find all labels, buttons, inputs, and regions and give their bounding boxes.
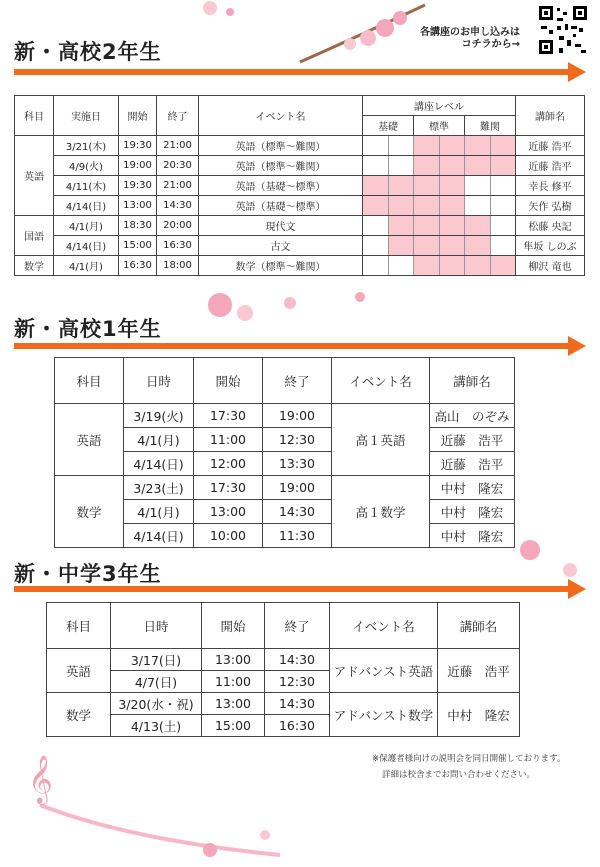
footer-notes xyxy=(372,751,594,783)
level-segment xyxy=(363,196,388,215)
subject-cell: 国語 xyxy=(15,216,54,256)
header-start: 開始 xyxy=(119,96,157,136)
level-bar xyxy=(363,136,516,156)
level-basic: 基礎 xyxy=(363,116,414,136)
level-segment xyxy=(388,196,414,215)
section3-table: 科目 日時 開始 終了 イベント名 講師名 英語 3/17(日) 13:00 14:30 アドバンスト英語 近藤 浩平 4/7(日) 11:00 12:30 数学 3/20(水・祝) 13:00 14:30 アドバンスト数学 中村 隆宏 4/13(土) 15:00 16:30 xyxy=(46,602,520,737)
level-segment xyxy=(490,256,516,275)
subject-cell: 英語 xyxy=(15,136,54,216)
section1-arrow xyxy=(14,66,586,78)
note-line: 詳細は校舎までお問い合わせください。 xyxy=(382,770,536,780)
table-row: 4/7(日) 11:00 12:30 xyxy=(47,671,520,693)
level-segment xyxy=(413,216,439,235)
apply-text: 各講座のお申し込みは コチラから→ xyxy=(420,27,520,50)
level-bar xyxy=(363,256,516,276)
section3-arrow xyxy=(14,583,586,595)
level-segment xyxy=(464,216,490,235)
level-segment xyxy=(413,256,439,275)
level-segment xyxy=(413,136,439,155)
subject-cell: 数学 xyxy=(15,256,54,276)
header-end: 終了 xyxy=(157,96,199,136)
event-cell: アドバンスト数学 xyxy=(330,693,438,737)
level-segment xyxy=(439,216,465,235)
table-row: 4/13(土) 15:00 16:30 xyxy=(47,715,520,737)
level-bar xyxy=(363,176,516,196)
level-segment xyxy=(388,256,414,275)
level-segment xyxy=(490,136,516,155)
subject-cell: 英語 xyxy=(55,404,124,476)
level-segment xyxy=(464,196,490,215)
table-row: 4/1(月) 11:00 12:30 近藤 浩平 xyxy=(55,428,515,452)
level-segment xyxy=(490,216,516,235)
level-segment xyxy=(439,156,465,175)
level-segment xyxy=(490,176,516,195)
level-segment xyxy=(388,136,414,155)
music-note-ribbon-decoration xyxy=(10,745,290,865)
table-row: 英語 3/17(日) 13:00 14:30 アドバンスト英語 近藤 浩平 xyxy=(47,649,520,671)
header-subject: 科目 xyxy=(15,96,54,136)
event-cell: アドバンスト英語 xyxy=(330,649,438,693)
cherry-blossom-decoration xyxy=(510,535,590,585)
level-segment xyxy=(439,136,465,155)
level-segment xyxy=(439,176,465,195)
level-segment xyxy=(464,176,490,195)
section1-table xyxy=(14,95,585,276)
cherry-blossom-decoration xyxy=(200,285,370,330)
level-bar xyxy=(363,216,516,236)
teacher-cell: 近藤 浩平 xyxy=(438,649,520,693)
level-segment xyxy=(363,216,388,235)
header-level: 講座レベル xyxy=(363,96,516,116)
level-segment xyxy=(363,156,388,175)
svg-text:𝄞: 𝄞 xyxy=(28,754,53,803)
subject-cell: 英語 xyxy=(47,649,111,693)
level-segment xyxy=(464,156,490,175)
table-row: 4/14(日) 12:00 13:30 近藤 浩平 xyxy=(55,452,515,476)
table-row: 数学 4/1(月) 16:30 18:00 数学（標準～難関） 柳沢 竜也 xyxy=(15,256,585,276)
section3-title: 新・中学3年生 xyxy=(14,562,162,586)
section2-title: 新・高校1年生 xyxy=(14,317,162,341)
level-standard: 標準 xyxy=(414,116,465,136)
table-row: 英語 3/19(火) 17:30 19:00 高１英語 高山 のぞみ xyxy=(55,404,515,428)
level-segment xyxy=(363,256,388,275)
table-row: 4/9(火) 19:00 20:30 英語（標準～難関） 近藤 浩平 xyxy=(15,156,585,176)
subject-cell: 数学 xyxy=(47,693,111,737)
level-segment xyxy=(363,236,388,255)
level-segment xyxy=(490,196,516,215)
section2-table: 科目 日時 開始 終了 イベント名 講師名 英語 3/19(火) 17:30 19:00 高１英語 高山 のぞみ 4/1(月) 11:00 12:30 近藤 浩平 4/14(日) 12:00 13:30 近藤 浩平 数学 3/23(土) 17:30 19:00 高１数学 中村 隆宏 4/1(月) 13:00 14:30 中村 隆宏 4/14(日) 10:00 11:30 中村 隆宏 xyxy=(54,357,515,548)
level-bar xyxy=(363,196,516,216)
level-segment xyxy=(363,136,388,155)
table-row: 4/14(日) 13:00 14:30 英語（基礎～標準） 矢作 弘樹 xyxy=(15,196,585,216)
petal-decoration xyxy=(170,0,250,20)
event-cell: 高１英語 xyxy=(332,404,430,476)
level-segment xyxy=(464,136,490,155)
section1-title: 新・高校2年生 xyxy=(14,40,162,64)
level-segment xyxy=(490,156,516,175)
section2-arrow xyxy=(14,340,586,352)
level-bar xyxy=(363,236,516,256)
table-row: 数学 3/20(水・祝) 13:00 14:30 アドバンスト数学 中村 隆宏 xyxy=(47,693,520,715)
level-segment xyxy=(490,236,516,255)
event-cell: 高１数学 xyxy=(332,476,430,548)
level-segment xyxy=(413,176,439,195)
table-row: 4/14(日) 15:00 16:30 古文 隼坂 しのぶ xyxy=(15,236,585,256)
level-advanced: 難関 xyxy=(465,116,516,136)
level-segment xyxy=(363,176,388,195)
header-date: 実施日 xyxy=(54,96,119,136)
header-event: イベント名 xyxy=(199,96,363,136)
table-row: 数学 3/23(土) 17:30 19:00 高１数学 中村 隆宏 xyxy=(55,476,515,500)
level-segment xyxy=(439,196,465,215)
level-segment xyxy=(464,256,490,275)
level-segment xyxy=(388,216,414,235)
teacher-cell: 中村 隆宏 xyxy=(438,693,520,737)
header-teacher: 講師名 xyxy=(516,96,585,136)
table-row: 4/11(木) 19:30 21:00 英語（基礎～標準） 幸長 修平 xyxy=(15,176,585,196)
level-segment xyxy=(388,236,414,255)
note-line: ※保護者様向けの説明会を同日開催しております。 xyxy=(372,754,566,764)
level-segment xyxy=(413,156,439,175)
table-row: 4/14(日) 10:00 11:30 中村 隆宏 xyxy=(55,524,515,548)
level-segment xyxy=(413,196,439,215)
level-segment xyxy=(464,236,490,255)
level-segment xyxy=(439,236,465,255)
level-segment xyxy=(439,256,465,275)
subject-cell: 数学 xyxy=(55,476,124,548)
qr-code-icon[interactable] xyxy=(537,4,589,56)
table-row: 4/1(月) 13:00 14:30 中村 隆宏 xyxy=(55,500,515,524)
level-segment xyxy=(388,176,414,195)
level-segment xyxy=(413,236,439,255)
level-bar xyxy=(363,156,516,176)
table-row: 英語 3/21(木) 19:30 21:00 英語（標準～難関） 近藤 浩平 xyxy=(15,136,585,156)
table-row: 国語 4/1(月) 18:30 20:00 現代文 松藤 央記 xyxy=(15,216,585,236)
level-segment xyxy=(388,156,414,175)
cherry-branch-decoration xyxy=(290,0,430,70)
